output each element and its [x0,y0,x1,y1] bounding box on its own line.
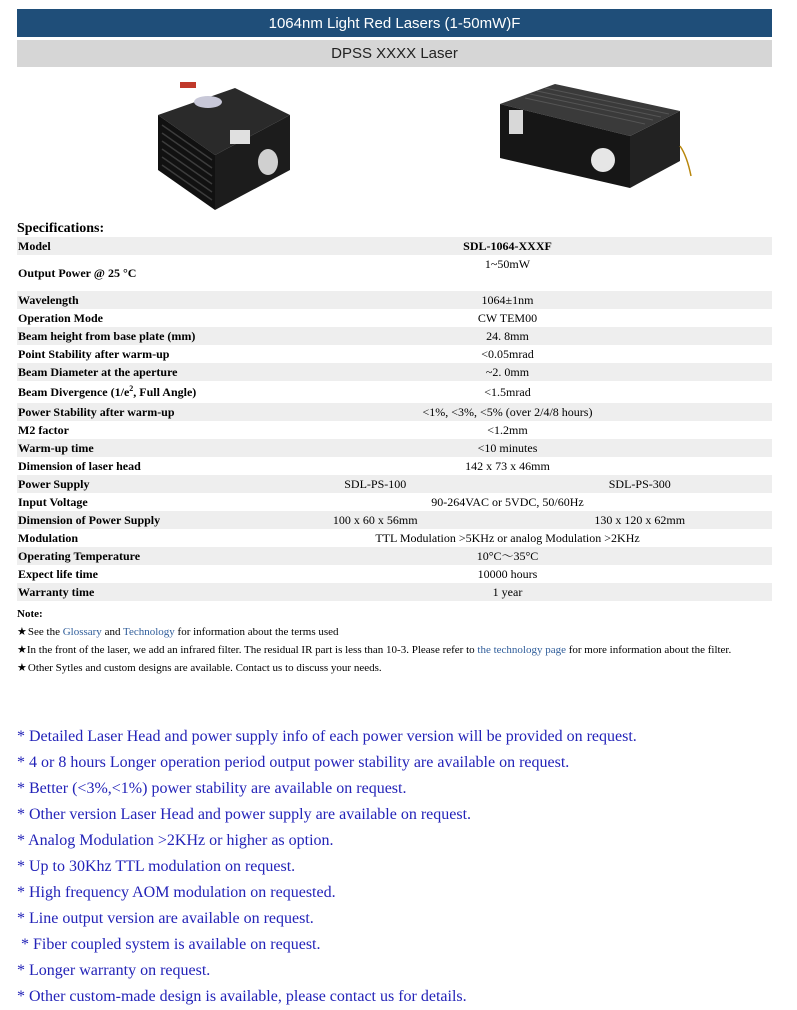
laser-photo-front [140,70,295,212]
spec-row-power-stability [17,403,772,421]
spec-value: 90-264VAC or 5VDC, 50/60Hz [431,495,584,509]
spec-label: Model [17,237,243,255]
label-text: Beam Divergence (1/e [18,385,130,399]
spec-label: Modulation [18,531,79,545]
specifications-table [17,237,772,601]
note-text [28,623,339,641]
spec-label: Dimension of laser head [18,459,141,473]
label-text: , Full Angle) [133,385,197,399]
spec-label: Input Voltage [18,495,88,509]
spec-row-dimension-ps [17,511,772,529]
spec-value: 1~50mW [484,257,531,271]
request-item: * Up to 30Khz TTL modulation on request. [17,858,296,875]
spec-value: 1064±1nm [243,291,772,309]
request-options-list [17,724,787,1010]
note-text [27,641,772,659]
request-item: * Longer warranty on request. [17,962,211,979]
note-text-part: In the front of the laser, we add an infrared filter. The residual IR part is less than 10-3. Please refer to [26,644,478,656]
notes-section [17,608,772,677]
spec-row-warmup-time [17,439,772,457]
spec-row-model [17,237,772,255]
spec-label [17,381,243,403]
note-item [17,641,772,659]
note-item [17,623,772,641]
product-subtitle: DPSS XXXX Laser [17,40,772,67]
spec-row-beam-height [17,327,772,345]
spec-label: Point Stability after warm-up [18,347,170,361]
spec-value: <0.05mrad [481,347,534,361]
spec-value: 10000 hours [477,567,538,581]
note-item [17,659,772,677]
spec-label: Operating Temperature [17,547,243,565]
request-item: * 4 or 8 hours Longer operation period output power stability are available on request. [17,754,570,771]
spec-label: Operation Mode [18,311,103,325]
spec-row-warranty [17,583,772,601]
spec-label: Warm-up time [17,439,243,457]
spec-label: Warranty time [17,583,243,601]
notes-heading: Note: [17,608,43,620]
spec-row-beam-divergence [17,381,772,403]
spec-label: Beam Diameter at the aperture [17,363,243,381]
laser-photo-side [495,76,693,198]
glossary-link[interactable]: Glossary [62,626,102,638]
spec-row-modulation [17,529,772,547]
superscript: 2 [129,384,134,393]
request-item: * Better (<3%,<1%) power stability are available on request. [17,780,407,797]
spec-row-power-supply [17,475,772,493]
request-item: * Line output version are available on request. [17,910,314,927]
star-icon: ★ [17,644,27,656]
spec-value: TTL Modulation >5KHz or analog Modulation >2KHz [375,531,640,545]
note-text-part: for information about the terms used [174,626,339,638]
spec-value: <1%, <3%, <5% (over 2/4/8 hours) [243,403,772,421]
note-text: Other Sytles and custom designs are available. Contact us to discuss your needs. [27,662,382,674]
spec-value: <1.2mm [487,423,528,437]
spec-value: SDL-PS-300 [508,475,773,493]
request-item: * High frequency AOM modulation on requested. [17,884,336,901]
note-text-part: See the [27,626,63,638]
spec-value: ~2. 0mm [243,363,772,381]
spec-label: M2 factor [18,423,69,437]
spec-row-operating-temp [17,547,772,565]
request-item: * Fiber coupled system is available on request. [17,936,321,953]
spec-row-operation-mode [17,309,772,327]
spec-value: 24. 8mm [243,327,772,345]
spec-value: <1.5mrad [484,385,531,399]
star-icon: ★ [17,662,27,674]
spec-row-dimension-head [17,457,772,475]
spec-value: CW TEM00 [477,311,538,325]
spec-label: Beam height from base plate (mm) [17,327,243,345]
spec-value: <10 minutes [243,439,772,457]
spec-label: Power Stability after warm-up [17,403,243,421]
note-text-part: for more information about the filter. [565,644,732,656]
spec-label: Output Power @ 25 °C [18,266,137,280]
spec-row-beam-diameter [17,363,772,381]
spec-row-m2-factor [17,421,772,439]
spec-row-input-voltage [17,493,772,511]
star-icon: ★ [17,626,27,638]
spec-label: Wavelength [17,291,243,309]
spec-label: Power Supply [17,475,243,493]
page-title: 1064nm Light Red Lasers (1-50mW)F [17,9,772,37]
spec-value: 10°C～35°C [243,547,772,565]
specifications-heading: Specifications: [17,221,105,236]
spec-value: SDL-1064-XXXF [243,237,772,255]
request-item: * Other version Laser Head and power supply are available on request. [17,806,472,823]
spec-value: 100 x 60 x 56mm [243,511,508,529]
spec-row-wavelength [17,291,772,309]
spec-row-point-stability [17,345,772,363]
spec-label: Dimension of Power Supply [17,511,243,529]
spec-value: 1 year [243,583,772,601]
technology-page-link[interactable]: the technology page [477,644,566,656]
spec-row-output-power [17,255,772,291]
request-item: * Other custom-made design is available, please contact us for details. [17,988,467,1005]
spec-value: SDL-PS-100 [243,475,508,493]
spec-label: Expect life time [18,567,98,581]
technology-link[interactable]: Technology [123,626,175,638]
request-item: * Analog Modulation >2KHz or higher as option. [17,832,334,849]
spec-value: 142 x 73 x 46mm [465,459,550,473]
request-item: * Detailed Laser Head and power supply info of each power version will be provided on request. [17,728,637,745]
spec-value: 130 x 120 x 62mm [508,511,773,529]
note-text-part: and [101,626,123,638]
spec-row-life-time [17,565,772,583]
